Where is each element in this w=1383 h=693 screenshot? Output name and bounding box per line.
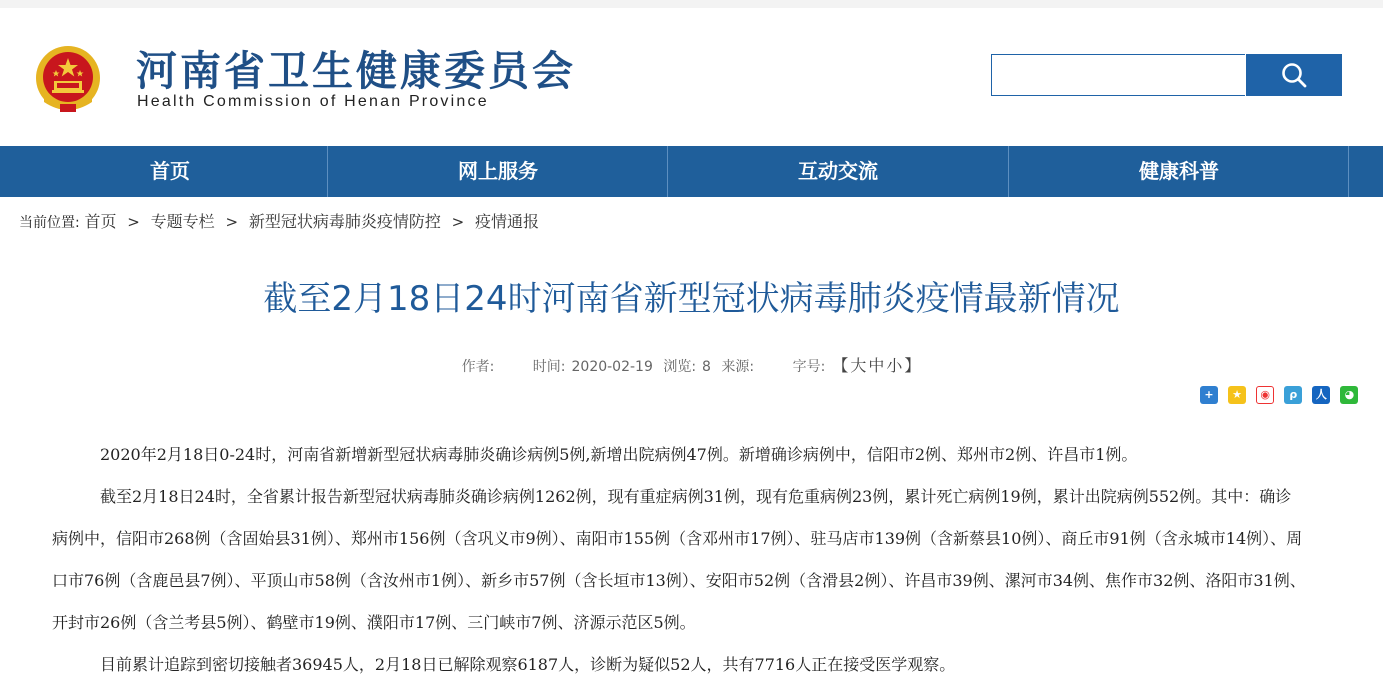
time-label: 时间: (532, 359, 566, 375)
article-paragraph: 目前累计追踪到密切接触者36945人，2月18日已解除观察6187人，诊断为疑似52人，共有7716人正在接受医学观察。 (100, 655, 956, 674)
font-size-bracket-open: 【 (832, 356, 849, 375)
nav-item-interaction[interactable]: 互动交流 (798, 159, 878, 183)
font-size-large-button[interactable]: 大 (850, 356, 867, 375)
breadcrumb-item-outbreak-report[interactable]: 疫情通报 (474, 212, 539, 231)
top-strip (0, 0, 1383, 8)
article-paragraph: 截至2月18日24时，全省累计报告新型冠状病毒肺炎确诊病例1262例，现有重症病例31例，现有危重病例23例，累计死亡病例19例，累计出院病例552例。其中：确诊病例中，信阳市268例（含固始县31例）、郑州市156例（含巩义市9例）、南阳市155例（含邓州市17例）、驻马店市139例（含新蔡县10例）、商丘市91例（含永城市14例）、周口市76例（含鹿邑县7例）、平顶山市58例（含汝州市1例）、新乡市57例（含长垣市13例）、安阳市52例（含滑县2例）、许昌市39例、漯河市34例、焦作市32例、洛阳市31例、开封市26例（含兰考县5例）、鹤壁市19例、濮阳市17例、三门峡市7例、济源示范区5例。 (52, 487, 1306, 632)
font-size-bracket-close: 】 (904, 356, 921, 375)
source-label: 来源: (721, 359, 755, 375)
tencent-weibo-icon[interactable]: ρ (1284, 386, 1302, 404)
national-emblem-icon (34, 44, 102, 116)
breadcrumb-item-covid-prevention[interactable]: 新型冠状病毒肺炎疫情防控 (248, 212, 441, 231)
views-label: 浏览: (663, 359, 697, 375)
breadcrumb-label: 当前位置: (19, 215, 80, 231)
breadcrumb-separator: > (225, 213, 239, 231)
article-meta (0, 356, 1383, 377)
nav-divider (1348, 146, 1349, 197)
search-input[interactable] (991, 54, 1245, 96)
nav-item-health-science[interactable]: 健康科普 (1139, 159, 1219, 183)
wechat-icon[interactable]: ◕ (1340, 386, 1358, 404)
font-size-medium-button[interactable]: 中 (868, 356, 885, 375)
font-size-label: 字号: (792, 359, 826, 375)
author-label: 作者: (461, 359, 495, 375)
breadcrumb-item-home[interactable]: 首页 (84, 212, 117, 231)
article-body (52, 434, 1307, 686)
breadcrumb (19, 211, 539, 234)
search-button[interactable] (1246, 54, 1342, 96)
main-navigation (0, 146, 1383, 197)
site-header (0, 8, 1383, 146)
font-size-small-button[interactable]: 小 (886, 356, 903, 375)
search-icon (1280, 61, 1308, 89)
article-paragraph: 2020年2月18日0-24时，河南省新增新型冠状病毒肺炎确诊病例5例,新增出院病例47例。新增确诊病例中，信阳市2例、郑州市2例、许昌市1例。 (100, 445, 1138, 464)
view-count: 8 (702, 359, 711, 375)
breadcrumb-separator: > (451, 213, 465, 231)
breadcrumb-item-special-topics[interactable]: 专题专栏 (150, 212, 215, 231)
renren-icon[interactable]: 人 (1312, 386, 1330, 404)
publish-time: 2020-02-19 (571, 359, 653, 375)
breadcrumb-separator: > (127, 213, 140, 231)
qzone-icon[interactable]: ★ (1228, 386, 1246, 404)
site-subtitle: Health Commission of Henan Province (137, 93, 489, 110)
nav-item-online-services[interactable]: 网上服务 (458, 159, 538, 183)
site-title: 河南省卫生健康委员会 (136, 47, 576, 95)
share-bar (1200, 386, 1363, 406)
share-more-icon[interactable]: + (1200, 386, 1218, 404)
article-title: 截至2月18日24时河南省新型冠状病毒肺炎疫情最新情况 (263, 279, 1120, 319)
weibo-icon[interactable]: ◉ (1256, 386, 1274, 404)
nav-item-home[interactable]: 首页 (150, 159, 190, 183)
